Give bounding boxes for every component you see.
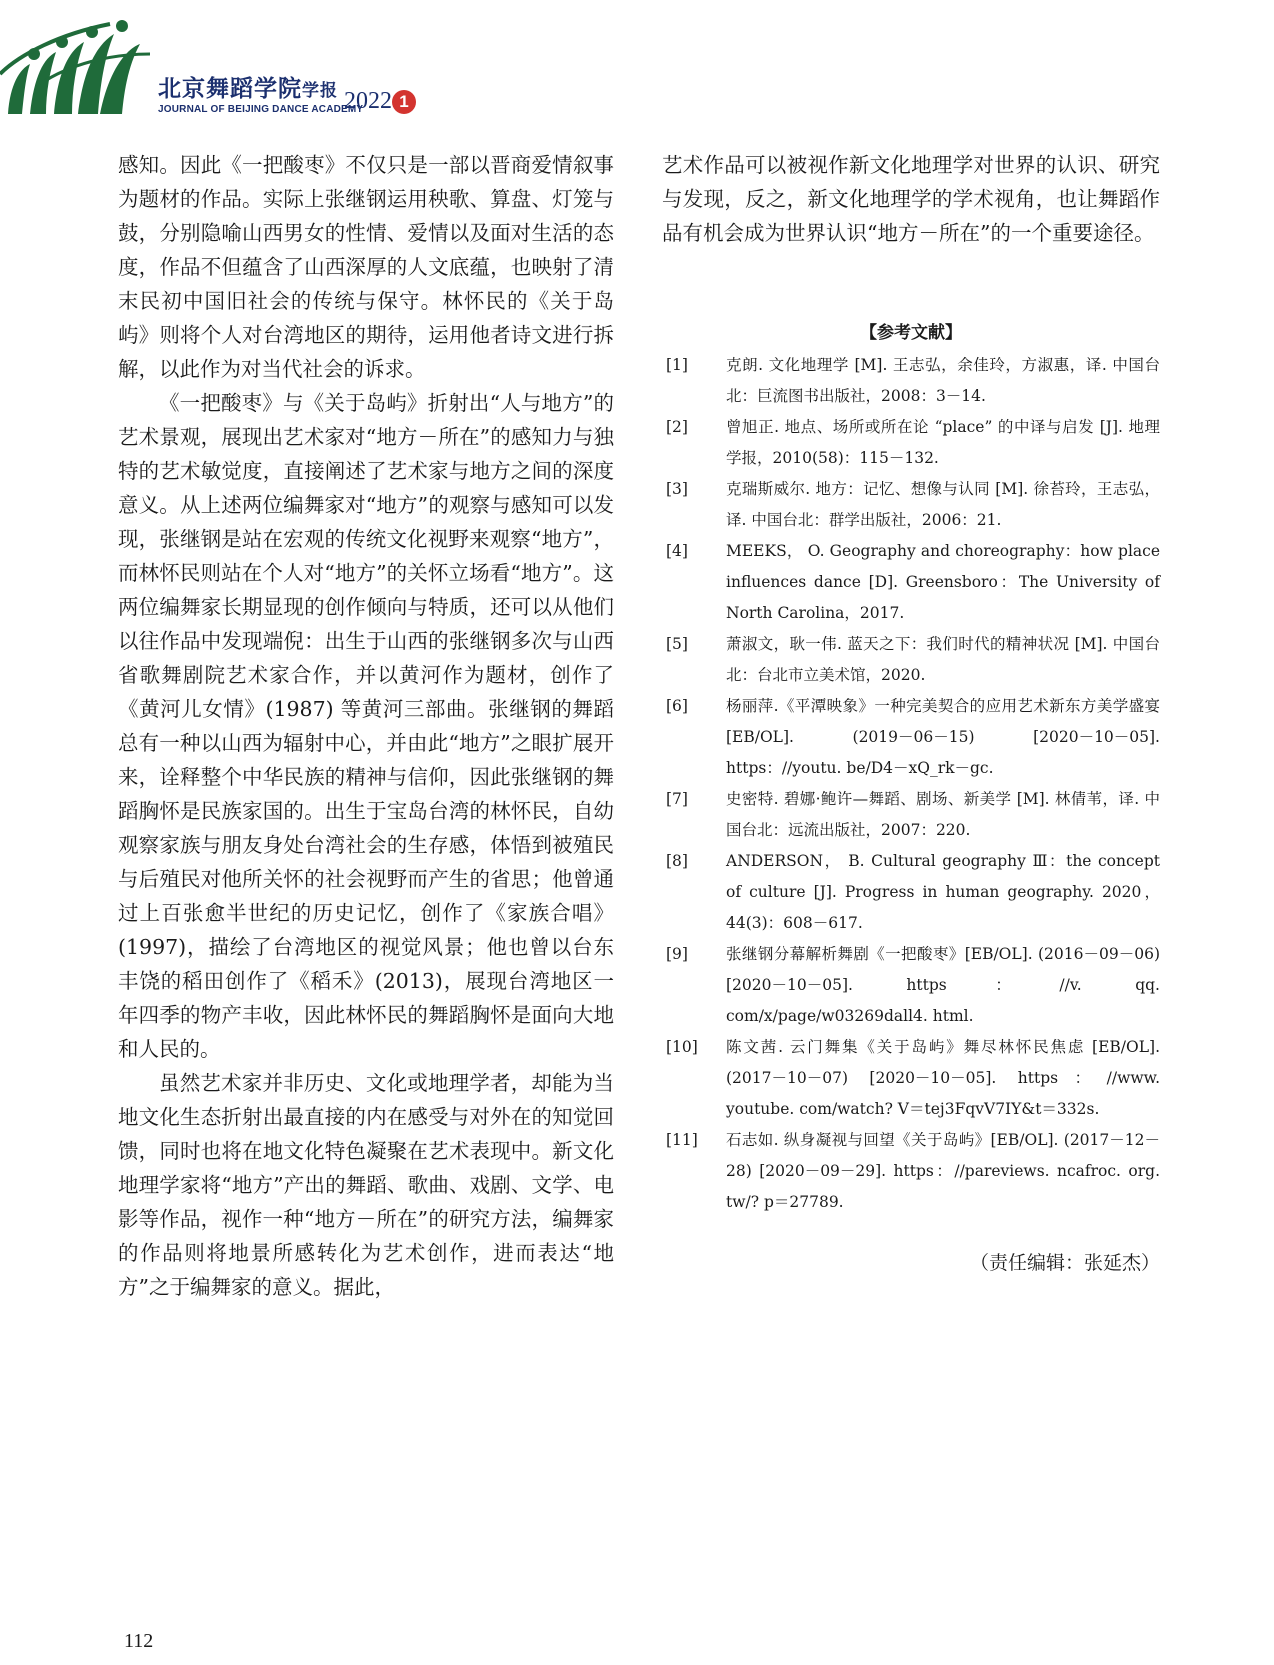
right-column [662, 148, 1160, 250]
journal-header [0, 0, 520, 130]
reference-item [666, 1125, 1160, 1218]
reference-text: 杨丽萍.《平潭映象》一种完美契合的应用艺术新东方美学盛宴 [EB/OL]. (2019－06－15) [2020－10－05]. https：//youtu. be/D4－xQ_rk－gc. [726, 697, 1160, 777]
reference-number: [3] [666, 480, 688, 498]
reference-text: 曾旭正. 地点、场所或所在论 “place” 的中译与启发 [J]. 地理学报，2010(58)：115－132. [726, 418, 1160, 467]
issue-year: 2022 [344, 88, 392, 114]
reference-item [666, 474, 1160, 536]
reference-number: [5] [666, 635, 688, 653]
journal-title-cn [158, 70, 338, 103]
paragraph: 艺术作品可以被视作新文化地理学对世界的认识、研究与发现，反之，新文化地理学的学术视角，也让舞蹈作品有机会成为世界认识“地方－所在”的一个重要途径。 [662, 153, 1160, 245]
reference-number: [8] [666, 852, 688, 870]
reference-item [666, 691, 1160, 784]
reference-text: ANDERSON， B. Cultural geography Ⅲ：the concept of culture [J]. Progress in human geography. 2020，44(3)：608－617. [726, 852, 1160, 932]
dancers-logo-icon [0, 14, 160, 124]
left-column [118, 148, 614, 1304]
journal-name: 北京舞蹈学院 [158, 75, 302, 102]
reference-item [666, 350, 1160, 412]
reference-number: [6] [666, 697, 688, 715]
reference-number: [2] [666, 418, 688, 436]
journal-name-sub: 学报 [302, 81, 338, 101]
page-number: 112 [124, 1630, 154, 1652]
reference-text: 克瑞斯威尔. 地方：记忆、想像与认同 [M]. 徐苔玲，王志弘，译. 中国台北：群学出版社，2006：21. [726, 480, 1160, 529]
references-heading: 【参考文献】 [860, 323, 962, 343]
reference-item [666, 412, 1160, 474]
reference-number: [9] [666, 945, 688, 963]
issue-number-badge: 1 [392, 90, 416, 114]
reference-number: [10] [666, 1038, 698, 1056]
reference-text: MEEKS， O. Geography and choreography：how place influences dance [D]. Greensboro：The University of North Carolina，2017. [726, 542, 1160, 622]
reference-number: [4] [666, 542, 688, 560]
reference-item [666, 629, 1160, 691]
reference-text: 陈文茜. 云门舞集《关于岛屿》舞尽林怀民焦虑 [EB/OL]. (2017－10－07) [2020－10－05]. https：//www. youtube. com/watch? V＝tej3FqvV7IY&t＝332s. [726, 1038, 1160, 1118]
reference-item [666, 536, 1160, 629]
reference-item [666, 939, 1160, 1032]
journal-title-en: JOURNAL OF BEIJING DANCE ACADEMY [158, 104, 364, 115]
paragraph: 虽然艺术家并非历史、文化或地理学者，却能为当地文化生态折射出最直接的内在感受与对外在的知觉回馈，同时也将在地文化特色凝聚在艺术表现中。新文化地理学家将“地方”产出的舞蹈、歌曲、戏剧、文学、电影等作品，视作一种“地方－所在”的研究方法，编舞家的作品则将地景所感转化为艺术创作，进而表达“地方”之于编舞家的意义。据此， [118, 1071, 614, 1299]
reference-text: 石志如. 纵身凝视与回望《关于岛屿》[EB/OL]. (2017－12－28) [2020－09－29]. https：//pareviews. ncafroc. org. tw/? p＝27789. [726, 1131, 1160, 1211]
reference-number: [7] [666, 790, 688, 808]
reference-text: 克朗. 文化地理学 [M]. 王志弘，余佳玲，方淑惠，译. 中国台北：巨流图书出版社，2008：3－14. [726, 356, 1160, 405]
responsible-editor: （责任编辑：张延杰） [969, 1252, 1160, 1274]
reference-number: [11] [666, 1131, 698, 1149]
reference-item [666, 784, 1160, 846]
reference-list [666, 350, 1160, 1218]
paragraph: 感知。因此《一把酸枣》不仅只是一部以晋商爱情叙事为题材的作品。实际上张继钢运用秧歌、算盘、灯笼与鼓，分别隐喻山西男女的性情、爱情以及面对生活的态度，作品不但蕴含了山西深厚的人文底蕴，也映射了清末民初中国旧社会的传统与保守。林怀民的《关于岛屿》则将个人对台湾地区的期待，运用他者诗文进行拆解，以此作为对当代社会的诉求。 [118, 153, 614, 381]
reference-number: [1] [666, 356, 688, 374]
reference-text: 张继钢分幕解析舞剧《一把酸枣》[EB/OL]. (2016－09－06) [2020－10－05]. https：//v. qq. com/x/page/w03269dall4. html. [726, 945, 1160, 1025]
paragraph: 《一把酸枣》与《关于岛屿》折射出“人与地方”的艺术景观，展现出艺术家对“地方－所在”的感知力与独特的艺术敏觉度，直接阐述了艺术家与地方之间的深度意义。从上述两位编舞家对“地方”的观察与感知可以发现，张继钢是站在宏观的传统文化视野来观察“地方”，而林怀民则站在个人对“地方”的关怀立场看“地方”。这两位编舞家长期显现的创作倾向与特质，还可以从他们以往作品中发现端倪：出生于山西的张继钢多次与山西省歌舞剧院艺术家合作，并以黄河作为题材，创作了《黄河儿女情》(1987) 等黄河三部曲。张继钢的舞蹈总有一种以山西为辐射中心，并由此“地方”之眼扩展开来，诠释整个中华民族的精神与信仰，因此张继钢的舞蹈胸怀是民族家国的。出生于宝岛台湾的林怀民，自幼观察家族与朋友身处台湾社会的生存感，体悟到被殖民与后殖民对他所关怀的社会视野而产生的省思；他曾通过上百张愈半世纪的历史记忆，创作了《家族合唱》(1997)，描绘了台湾地区的视觉风景；他也曾以台东丰饶的稻田创作了《稻禾》(2013)，展现台湾地区一年四季的物产丰收，因此林怀民的舞蹈胸怀是面向大地和人民的。 [118, 391, 614, 1061]
reference-item [666, 846, 1160, 939]
reference-text: 史密特. 碧娜·鲍许—舞蹈、剧场、新美学 [M]. 林倩苇，译. 中国台北：远流出版社，2007：220. [726, 790, 1160, 839]
reference-item [666, 1032, 1160, 1125]
reference-text: 萧淑文，耿一伟. 蓝天之下：我们时代的精神状况 [M]. 中国台北：台北市立美术馆，2020. [726, 635, 1160, 684]
